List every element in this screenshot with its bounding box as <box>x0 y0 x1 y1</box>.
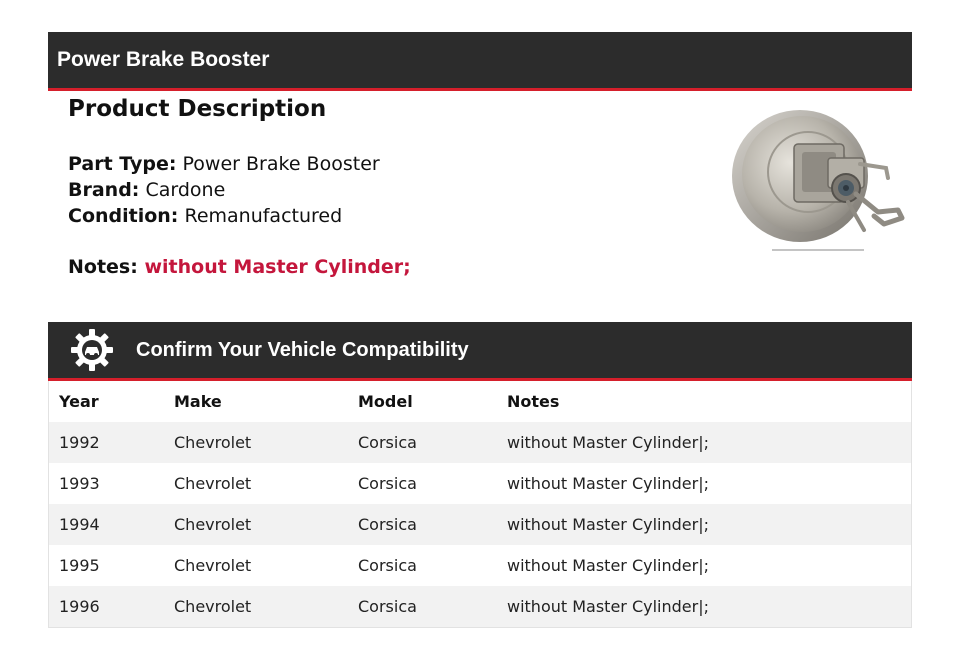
product-title: Power Brake Booster <box>57 48 270 71</box>
table-row <box>49 463 912 504</box>
notes-value: without Master Cylinder; <box>144 256 411 278</box>
cell-year: 1993 <box>59 474 100 493</box>
column-header-year: Year <box>59 392 99 411</box>
table-row <box>49 504 912 545</box>
cell-make: Chevrolet <box>174 556 252 575</box>
cell-year: 1994 <box>59 515 100 534</box>
cell-make: Chevrolet <box>174 515 252 534</box>
table-row <box>49 545 912 586</box>
spec-brand <box>68 177 380 203</box>
cell-notes: without Master Cylinder|; <box>507 556 709 575</box>
compatibility-title: Confirm Your Vehicle Compatibility <box>136 338 469 361</box>
cell-year: 1995 <box>59 556 100 575</box>
table-header-row <box>49 381 912 422</box>
cell-model: Corsica <box>358 474 417 493</box>
cell-make: Chevrolet <box>174 474 252 493</box>
cell-make: Chevrolet <box>174 433 252 452</box>
cell-model: Corsica <box>358 597 417 616</box>
cell-notes: without Master Cylinder|; <box>507 474 709 493</box>
column-header-notes: Notes <box>507 392 560 411</box>
cell-year: 1996 <box>59 597 100 616</box>
spec-label: Condition: <box>68 205 179 227</box>
spec-value: Power Brake Booster <box>182 153 380 175</box>
cell-notes: without Master Cylinder|; <box>507 515 709 534</box>
cell-make: Chevrolet <box>174 597 252 616</box>
description-heading: Product Description <box>68 96 327 122</box>
spec-part-type <box>68 151 380 177</box>
cell-notes: without Master Cylinder|; <box>507 433 709 452</box>
notes-label: Notes: <box>68 256 138 278</box>
cell-model: Corsica <box>358 515 417 534</box>
notes-line <box>68 256 411 278</box>
spec-label: Brand: <box>68 179 140 201</box>
cell-year: 1992 <box>59 433 100 452</box>
column-header-make: Make <box>174 392 222 411</box>
product-header <box>48 32 912 91</box>
column-header-model: Model <box>358 392 413 411</box>
spec-value: Remanufactured <box>184 205 343 227</box>
table-row <box>49 422 912 463</box>
cell-model: Corsica <box>358 556 417 575</box>
compatibility-table <box>48 381 912 628</box>
spec-label: Part Type: <box>68 153 177 175</box>
gear-car-icon <box>70 328 114 372</box>
table-row <box>49 586 912 628</box>
cell-model: Corsica <box>358 433 417 452</box>
spec-list <box>68 151 380 229</box>
compatibility-header <box>48 322 912 381</box>
spec-value: Cardone <box>145 179 226 201</box>
product-image <box>728 104 908 256</box>
cell-notes: without Master Cylinder|; <box>507 597 709 616</box>
spec-condition <box>68 203 380 229</box>
